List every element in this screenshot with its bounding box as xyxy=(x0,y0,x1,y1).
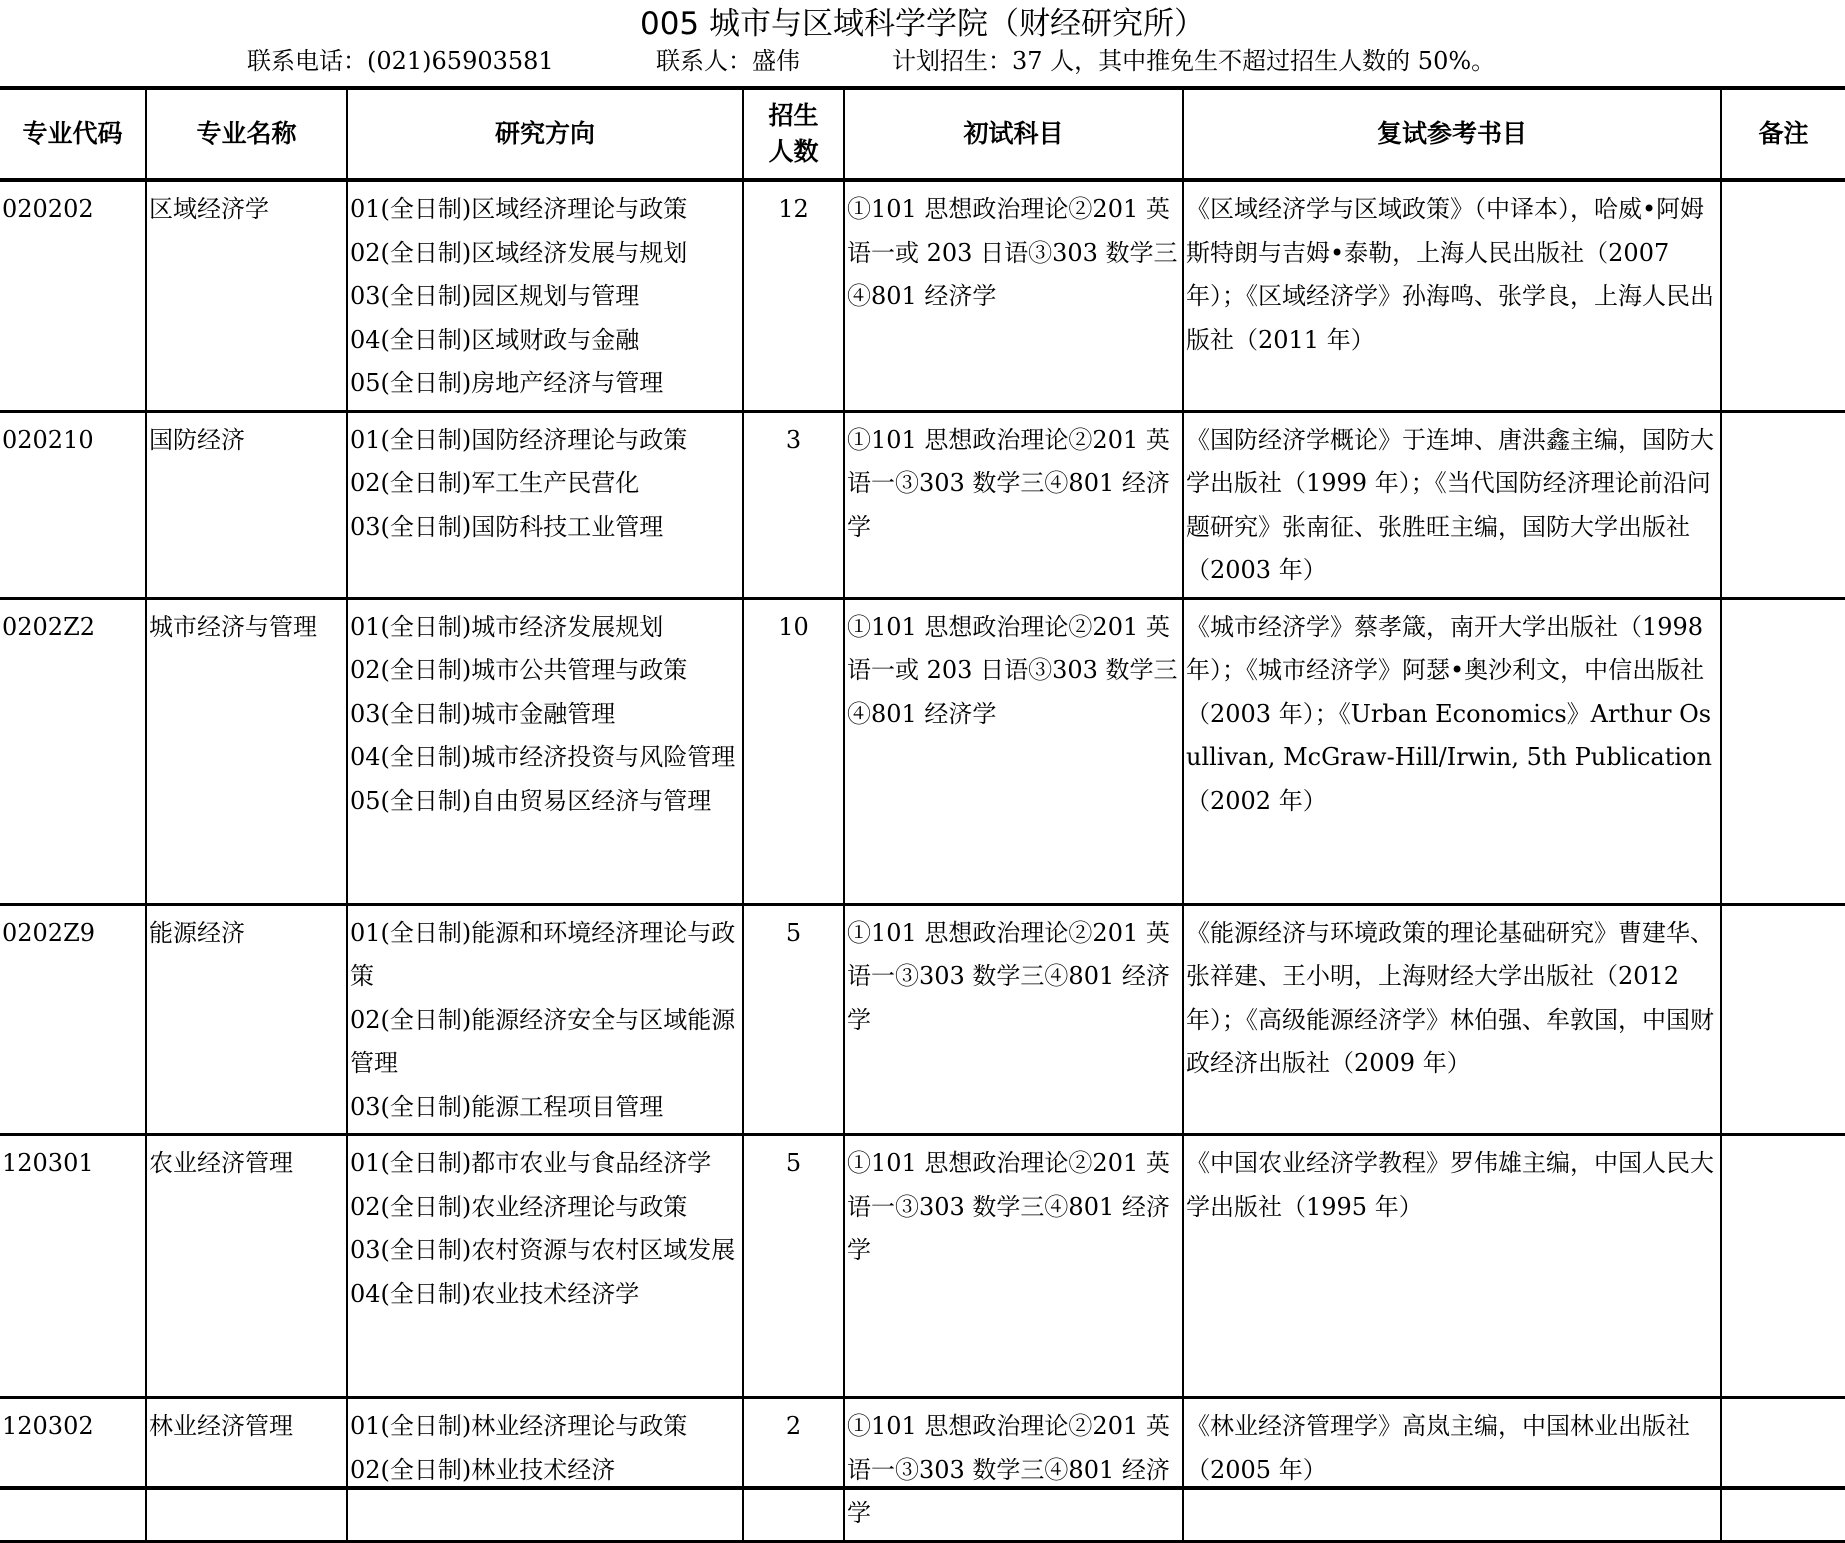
direction-item: 01(全日制)城市经济发展规划 xyxy=(350,612,664,641)
table-row xyxy=(0,180,1845,411)
note xyxy=(1721,411,1845,598)
research-directions xyxy=(347,1398,743,1542)
note xyxy=(1721,180,1845,411)
table-row xyxy=(0,904,1845,1135)
major-code: 120302 xyxy=(0,1398,146,1542)
header-quota-label: 招生人数 xyxy=(768,101,819,166)
direction-item: 03(全日制)能源工程项目管理 xyxy=(350,1092,664,1121)
research-directions xyxy=(347,180,743,411)
header-quota xyxy=(743,88,844,180)
table-row xyxy=(0,1135,1845,1398)
exam-subjects: ①101 思想政治理论②201 英语一③303 数学三④801 经济学 xyxy=(844,904,1183,1135)
direction-item: 02(全日制)能源经济安全与区域能源管理 xyxy=(350,1005,736,1077)
major-name: 农业经济管理 xyxy=(146,1135,347,1398)
quota: 12 xyxy=(743,180,844,411)
major-name: 国防经济 xyxy=(146,411,347,598)
direction-item: 05(全日制)自由贸易区经济与管理 xyxy=(350,786,712,815)
admissions-table xyxy=(0,86,1845,1543)
major-code: 020202 xyxy=(0,180,146,411)
header-directions: 研究方向 xyxy=(347,88,743,180)
note xyxy=(1721,1135,1845,1398)
quota: 5 xyxy=(743,1135,844,1398)
reference-books: 《林业经济管理学》高岚主编，中国林业出版社（2005 年） xyxy=(1183,1398,1721,1542)
direction-item: 01(全日制)能源和环境经济理论与政策 xyxy=(350,918,736,990)
research-directions xyxy=(347,1135,743,1398)
direction-item: 03(全日制)园区规划与管理 xyxy=(350,282,640,310)
direction-item: 02(全日制)林业技术经济 xyxy=(350,1455,616,1484)
table-row xyxy=(0,1398,1845,1542)
direction-item: 01(全日制)国防经济理论与政策 xyxy=(350,425,688,454)
research-directions xyxy=(347,598,743,904)
direction-item: 02(全日制)城市公共管理与政策 xyxy=(350,656,688,684)
header-code: 专业代码 xyxy=(0,88,146,180)
major-code: 0202Z9 xyxy=(0,904,146,1135)
quota: 5 xyxy=(743,904,844,1135)
header-books: 复试参考书目 xyxy=(1183,88,1721,180)
reference-books: 《中国农业经济学教程》罗伟雄主编，中国人民大学出版社（1995 年） xyxy=(1183,1135,1721,1398)
contact-person: 联系人：盛伟 xyxy=(656,47,800,75)
header-exam: 初试科目 xyxy=(844,88,1183,180)
reference-books: 《能源经济与环境政策的理论基础研究》曹建华、张祥建、王小明，上海财经大学出版社（2012 年）；《高级能源经济学》林伯强、牟敦国，中国财政经济出版社（2009 年） xyxy=(1183,904,1721,1135)
table-header-row xyxy=(0,88,1845,180)
exam-subjects: ①101 思想政治理论②201 英语一③303 数学三④801 经济学 xyxy=(844,1135,1183,1398)
page-title: 005 城市与区域科学学院（财经研究所） xyxy=(639,6,1206,42)
direction-item: 01(全日制)林业经济理论与政策 xyxy=(350,1412,688,1440)
direction-item: 04(全日制)农业技术经济学 xyxy=(350,1279,640,1308)
major-name: 城市经济与管理 xyxy=(146,598,347,904)
bottom-rule xyxy=(0,1486,1845,1490)
direction-item: 03(全日制)农村资源与农村区域发展 xyxy=(350,1236,736,1264)
direction-item: 01(全日制)区域经济理论与政策 xyxy=(350,195,688,223)
major-name: 区域经济学 xyxy=(146,180,347,411)
note xyxy=(1721,598,1845,904)
enrollment-plan: 计划招生：37 人，其中推免生不超过招生人数的 50%。 xyxy=(892,47,1496,75)
research-directions xyxy=(347,411,743,598)
table-row xyxy=(0,411,1845,598)
exam-subjects: ①101 思想政治理论②201 英语一或 203 日语③303 数学三④801 经济学 xyxy=(844,180,1183,411)
direction-item: 05(全日制)房地产经济与管理 xyxy=(350,369,664,397)
reference-books: 《国防经济学概论》于连坤、唐洪鑫主编，国防大学出版社（1999 年）；《当代国防经济理论前沿问题研究》张南征、张胜旺主编，国防大学出版社（2003 年） xyxy=(1183,411,1721,598)
major-code: 0202Z2 xyxy=(0,598,146,904)
note xyxy=(1721,1398,1845,1542)
reference-books: 《城市经济学》蔡孝箴，南开大学出版社（1998 年）；《城市经济学》阿瑟•奥沙利文，中信出版社（2003 年）；《Urban Economics》Arthur Osullivan, McGraw-Hill/Irwin, 5th Publication（2002 年） xyxy=(1183,598,1721,904)
direction-item: 03(全日制)城市金融管理 xyxy=(350,699,616,728)
direction-item: 04(全日制)城市经济投资与风险管理 xyxy=(350,743,736,771)
major-code: 020210 xyxy=(0,411,146,598)
header-name: 专业名称 xyxy=(146,88,347,180)
major-name: 林业经济管理 xyxy=(146,1398,347,1542)
table-row xyxy=(0,598,1845,904)
contact-phone: 联系电话：(021)65903581 xyxy=(247,47,554,75)
major-name: 能源经济 xyxy=(146,904,347,1135)
quota: 2 xyxy=(743,1398,844,1542)
direction-item: 02(全日制)农业经济理论与政策 xyxy=(350,1192,688,1221)
research-directions xyxy=(347,904,743,1135)
reference-books: 《区域经济学与区域政策》（中译本），哈威•阿姆斯特朗与吉姆•泰勒，上海人民出版社（2007 年）；《区域经济学》孙海鸣、张学良，上海人民出版社（2011 年） xyxy=(1183,180,1721,411)
direction-item: 02(全日制)军工生产民营化 xyxy=(350,469,640,497)
direction-item: 04(全日制)区域财政与金融 xyxy=(350,325,640,354)
exam-subjects: ①101 思想政治理论②201 英语一③303 数学三④801 经济学 xyxy=(844,411,1183,598)
quota: 10 xyxy=(743,598,844,904)
exam-subjects: ①101 思想政治理论②201 英语一或 203 日语③303 数学三④801 经济学 xyxy=(844,598,1183,904)
quota: 3 xyxy=(743,411,844,598)
header-note: 备注 xyxy=(1721,88,1845,180)
major-code: 120301 xyxy=(0,1135,146,1398)
direction-item: 02(全日制)区域经济发展与规划 xyxy=(350,238,688,267)
note xyxy=(1721,904,1845,1135)
exam-subjects: ①101 思想政治理论②201 英语一③303 数学三④801 经济学 xyxy=(844,1398,1183,1542)
direction-item: 03(全日制)国防科技工业管理 xyxy=(350,512,664,541)
direction-item: 01(全日制)都市农业与食品经济学 xyxy=(350,1149,712,1177)
